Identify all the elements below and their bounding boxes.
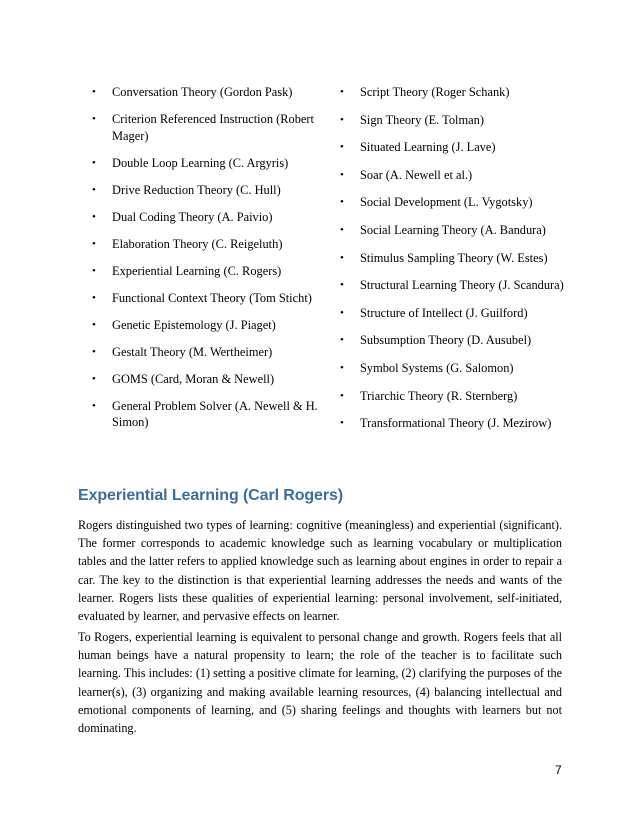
page-number: 7 [555,763,562,777]
list-item [340,360,576,377]
list-item [92,317,324,334]
list-item-text: Structural Learning Theory (J. Scandura) [360,278,564,293]
list-item-text: Situated Learning (J. Lave) [360,140,496,155]
bullet-icon: • [340,86,344,98]
bullet-icon: • [92,264,96,277]
list-item-text: Functional Context Theory (Tom Sticht) [112,290,312,305]
list-item [340,139,576,156]
list-item-text: Drive Reduction Theory (C. Hull) [112,182,281,197]
list-item-text: Dual Coding Theory (A. Paivio) [112,209,273,224]
list-item-text: GOMS (Card, Moran & Newell) [112,371,275,386]
section-heading: Experiential Learning (Carl Rogers) [78,487,344,504]
list-item [92,263,324,280]
list-item [340,415,576,432]
list-item-text: Genetic Epistemology (J. Piaget) [112,317,276,332]
list-item-text: Triarchic Theory (R. Sternberg) [360,388,518,403]
list-item [92,398,324,431]
paragraph-2: To Rogers, experiential learning is equivalent to personal change and growth. Rogers feels that all human beings have a natural propensity to learn; the role of the teacher is to facilitate such learning. This includes: (1) setting a positive climate for learning, (2) clarifying the purposes of the learner(s), (3) organizing and making available learning resources, (4) balancing intellectual and emotional components of learning, and (5) sharing feelings and thoughts with learners but not dominating. [78,630,562,736]
list-item [92,209,324,226]
list-item-text: Stimulus Sampling Theory (W. Estes) [360,250,548,265]
list-item-text: Subsumption Theory (D. Ausubel) [360,333,532,348]
bullet-icon: • [92,183,96,196]
bullet-icon: • [92,156,96,169]
bullet-icon: • [340,417,344,430]
list-item [340,112,576,129]
list-item-text: Social Learning Theory (A. Bandura) [360,222,546,237]
bullet-icon: • [92,372,96,385]
bullet-icon: • [92,399,96,412]
theory-list-right [340,84,576,443]
list-item-text: Transformational Theory (J. Mezirow) [360,416,552,431]
bullet-icon: • [340,279,344,292]
bullet-icon: • [340,251,344,264]
bullet-icon: • [92,86,96,98]
list-item-text: Criterion Referenced Instruction (Robert Mager) [112,112,314,143]
list-item [340,222,576,239]
list-item-text: Gestalt Theory (M. Wertheimer) [112,344,273,359]
list-item-text: Elaboration Theory (C. Reigeluth) [112,236,283,251]
bullet-icon: • [340,389,344,402]
list-item [340,388,576,405]
list-item [92,236,324,253]
bullet-icon: • [340,196,344,209]
bullet-icon: • [340,361,344,374]
bullet-icon: • [340,223,344,236]
list-item-text: Double Loop Learning (C. Argyris) [112,155,289,170]
bullet-icon: • [92,291,96,304]
list-item [92,344,324,361]
list-item [92,182,324,199]
list-item [340,305,576,322]
bullet-icon: • [340,334,344,347]
list-item [340,332,576,349]
bullet-icon: • [340,141,344,154]
list-item [340,250,576,267]
list-item-text: Social Development (L. Vygotsky) [360,195,533,210]
bullet-icon: • [92,345,96,358]
list-item-text: Conversation Theory (Gordon Pask) [112,85,293,99]
list-item-text: Symbol Systems (G. Salomon) [360,360,514,375]
paragraph-1: Rogers distinguished two types of learning: cognitive (meaningless) and experiential (significant). The former corresponds to academic knowledge such as learning vocabulary or multiplication tables and the latter refers to applied knowledge such as learning about engines in order to repair a car. The key to the distinction is that experiential learning addresses the needs and wants of the learner. Rogers lists these qualities of experiential learning: personal involvement, self-initiated, evaluated by learner, and pervasive effects on learner. [78,518,562,624]
list-item [92,84,324,101]
bullet-icon: • [92,318,96,331]
bullet-icon: • [92,210,96,223]
list-item-text: Soar (A. Newell et al.) [360,167,473,182]
list-item [340,167,576,184]
list-item [92,371,324,388]
bullet-icon: • [340,168,344,181]
list-item [92,111,324,144]
theory-list-left [92,84,324,441]
bullet-icon: • [92,237,96,250]
list-item-text: Experiential Learning (C. Rogers) [112,263,282,278]
list-item [92,290,324,307]
list-item [340,84,576,101]
bullet-icon: • [340,306,344,319]
list-item-text: General Problem Solver (A. Newell & H. Simon) [112,398,318,429]
bullet-icon: • [340,113,344,126]
bullet-icon: • [92,113,96,125]
list-item [92,155,324,172]
list-item-text: Script Theory (Roger Schank) [360,85,510,99]
list-item [340,194,576,211]
list-item [340,277,576,294]
list-item-text: Structure of Intellect (J. Guilford) [360,305,528,320]
list-item-text: Sign Theory (E. Tolman) [360,112,484,127]
